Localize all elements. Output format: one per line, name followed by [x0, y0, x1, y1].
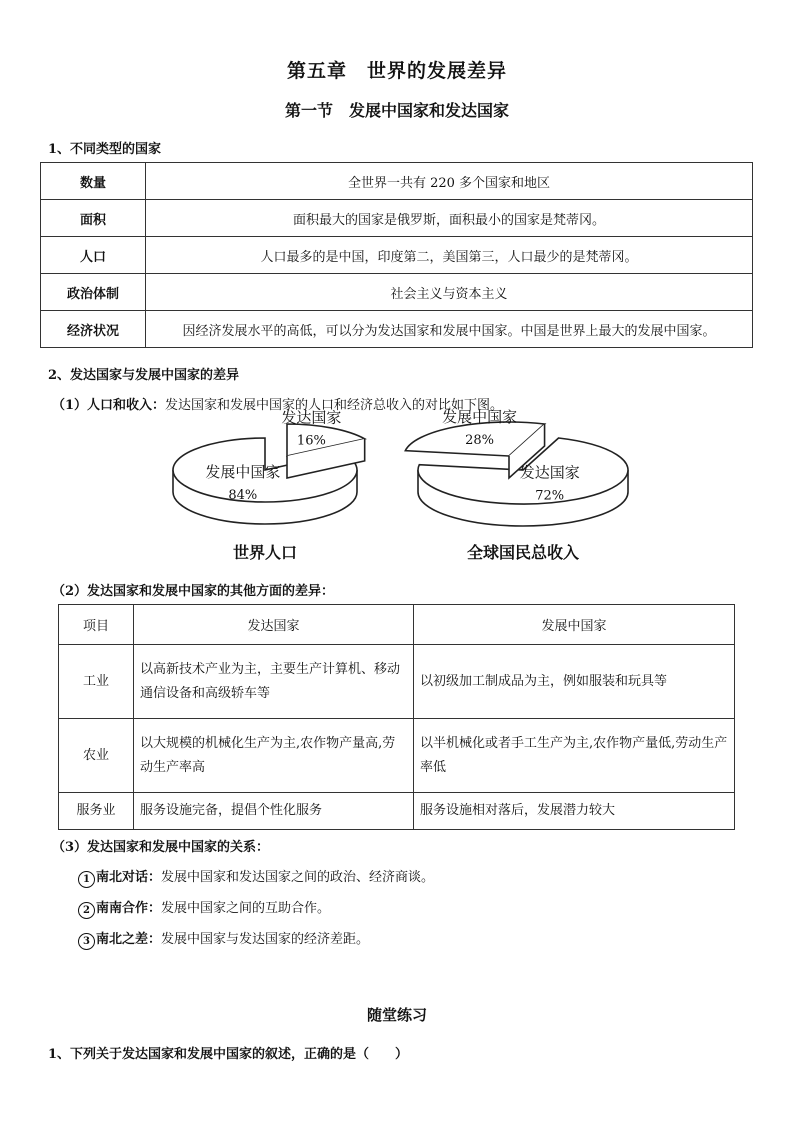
circled-number: 2: [78, 902, 95, 919]
relation-item: [78, 928, 369, 950]
chapter-title: 第五章 世界的发展差异: [286, 60, 507, 82]
relation-term: 南北对话：: [96, 870, 162, 885]
category-label: 发展中国家: [205, 463, 281, 482]
table-row: [41, 274, 753, 311]
sub2-label: （2）发达国家和发展中国家的其他方面的差异：: [52, 584, 335, 599]
table-row: [59, 719, 735, 793]
table-row: [41, 311, 753, 348]
value-label: 16%: [296, 433, 326, 449]
row-value: 人口最多的是中国，印度第二，美国第三，人口最少的是梵蒂冈。: [146, 237, 753, 274]
relation-desc: 发展中国家与发达国家的经济差距。: [161, 932, 370, 947]
cell-item: 服务业: [59, 793, 134, 830]
question-1: 1、下列关于发达国家和发展中国家的叙述，正确的是（ ）: [48, 1047, 409, 1062]
circled-number: 1: [78, 871, 95, 888]
pie-title: 全球国民总收入: [466, 543, 580, 562]
table-row: [59, 645, 735, 719]
value-label: 72%: [535, 488, 565, 504]
practice-title: 随堂练习: [366, 1006, 427, 1024]
cell-item: 工业: [59, 645, 134, 719]
differences-table: [58, 604, 735, 830]
value-label: 28%: [465, 432, 495, 448]
pie-world-population: [173, 409, 365, 562]
row-key: 经济状况: [41, 311, 146, 348]
part2-heading: 2、发达国家与发展中国家的差异: [48, 368, 240, 383]
cell-developed: 服务设施完备，提倡个性化服务: [134, 793, 414, 830]
relation-item: [78, 897, 330, 919]
cell-developing: 以初级加工制成品为主，例如服装和玩具等: [414, 645, 735, 719]
row-value: 因经济发展水平的高低，可以分为发达国家和发展中国家。中国是世界上最大的发展中国家。: [146, 311, 753, 348]
pie-charts: [150, 407, 650, 568]
value-label: 84%: [228, 488, 258, 504]
sub1-label: （1）人口和收入：: [52, 398, 166, 413]
header-developing: 发展中国家: [414, 605, 735, 645]
relation-term: 南北之差：: [96, 932, 162, 947]
country-types-table: [40, 162, 753, 348]
relation-desc: 发展中国家之间的互助合作。: [161, 901, 331, 916]
part1-heading: 1、不同类型的国家: [48, 142, 162, 157]
circled-number: 3: [78, 933, 95, 950]
row-value: 面积最大的国家是俄罗斯，面积最小的国家是梵蒂冈。: [146, 200, 753, 237]
sub3-label: （3）发达国家和发展中国家的关系：: [52, 840, 270, 855]
header-developed: 发达国家: [134, 605, 414, 645]
table-row: [59, 793, 735, 830]
table-header-row: [59, 605, 735, 645]
cell-developing: 服务设施相对落后，发展潜力较大: [414, 793, 735, 830]
cell-developed: 以高新技术产业为主，主要生产计算机、移动通信设备和高级轿车等: [134, 645, 414, 719]
category-label: 发展中国家: [442, 407, 518, 426]
sub1: [52, 394, 503, 413]
table-row: [41, 200, 753, 237]
header-item: 项目: [59, 605, 134, 645]
category-label: 发达国家: [281, 408, 342, 427]
table-row: [41, 237, 753, 274]
category-label: 发达国家: [519, 463, 580, 482]
table-row: [41, 163, 753, 200]
pie-title: 世界人口: [232, 543, 298, 562]
pie-global-income: [405, 408, 628, 562]
section-title: 第一节 发展中国家和发达国家: [284, 101, 509, 120]
row-key: 政治体制: [41, 274, 146, 311]
sub1-text: 发达国家和发展中国家的人口和经济总收入的对比如下图。: [165, 398, 504, 413]
cell-item: 农业: [59, 719, 134, 793]
relation-term: 南南合作：: [96, 901, 162, 916]
row-key: 人口: [41, 237, 146, 274]
cell-developing: 以半机械化或者手工生产为主,农作物产量低,劳动生产率低: [414, 719, 735, 793]
row-key: 面积: [41, 200, 146, 237]
cell-developed: 以大规模的机械化生产为主,农作物产量高,劳动生产率高: [134, 719, 414, 793]
row-value: 全世界一共有 220 多个国家和地区: [146, 163, 753, 200]
row-key: 数量: [41, 163, 146, 200]
row-value: 社会主义与资本主义: [146, 274, 753, 311]
relation-desc: 发展中国家和发达国家之间的政治、经济商谈。: [161, 870, 435, 885]
relation-item: [78, 866, 434, 888]
